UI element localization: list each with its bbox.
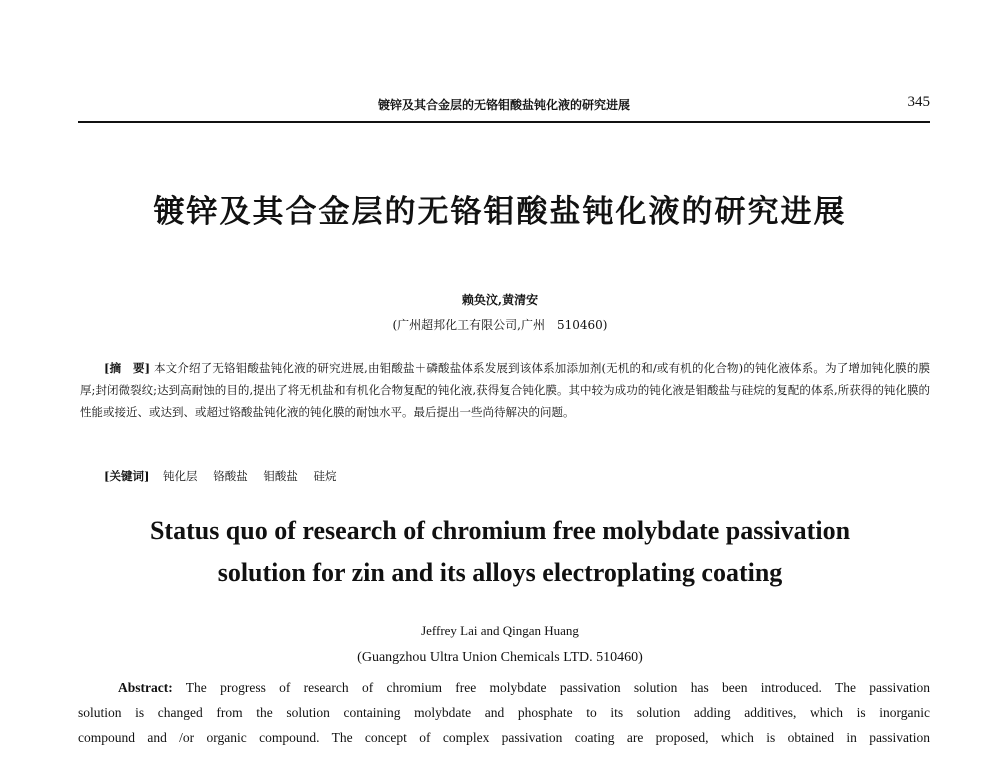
running-head [78,94,930,116]
chinese-abstract-text: 本文介绍了无铬钼酸盐钝化液的研究进展,由钼酸盐＋磷酸盐体系发展到该体系加添加剂(无机的和/或有机的化合物)的钝化液体系。为了增加钝化膜的膜厚;封闭微裂纹;达到高耐蚀的目的,提出了将无机盐和有机化合物复配的钝化液,获得复合钝化膜。其中较为成功的钝化液是钼酸盐与硅烷的复配的体系,所获得的钝化膜的性能或接近、或达到、或超过铬酸盐钝化液的钝化膜的耐蚀水平。最后提出一些尚待解决的问题。 [80,361,930,419]
chinese-title: 镀锌及其合金层的无铬钼酸盐钝化液的研究进展 [153,194,847,230]
english-title-line: Status quo of research of chromium free molybdate passivation [149,516,851,545]
english-abstract-text: The progress of research of chromium free molybdate passivation solution has been introduced. The passivation [185,680,930,695]
chinese-keywords [104,468,349,484]
chinese-affiliation: (广州超邦化工有限公司,广州 510460) [392,318,608,332]
running-head-title: 镀锌及其合金层的无铬钼酸盐钝化液的研究进展 [377,98,630,112]
english-authors: Jeffrey Lai and Qingan Huang [421,623,579,638]
keyword-item: 铬酸盐 [213,469,248,483]
chinese-abstract [80,357,930,423]
english-abstract-label: Abstract: [118,680,173,695]
english-affiliation: (Guangzhou Ultra Union Chemicals LTD. 510460) [357,650,643,665]
chinese-authors: 赖奂汶,黄清安 [461,293,539,307]
chinese-keywords-label: [关键词] [104,469,150,483]
chinese-abstract-label: [摘 要] [104,361,151,375]
page-number: 345 [907,94,930,110]
header-rule [78,121,930,123]
keyword-item: 钼酸盐 [263,469,298,483]
english-title-line: solution for zin and its alloys electroplating coating [217,558,783,587]
english-abstract-line: solution is changed from the solution containing molybdate and phosphate to its solution adding additives, which is inorganic [78,705,930,720]
keyword-item: 钝化层 [163,469,198,483]
english-abstract-line [78,675,930,700]
english-abstract [78,675,930,750]
english-abstract-line: compound and /or organic compound. The concept of complex passivation coating are proposed, which is obtained in passivation [78,730,930,745]
english-title [0,510,1000,594]
keyword-item: 硅烷 [313,469,337,483]
